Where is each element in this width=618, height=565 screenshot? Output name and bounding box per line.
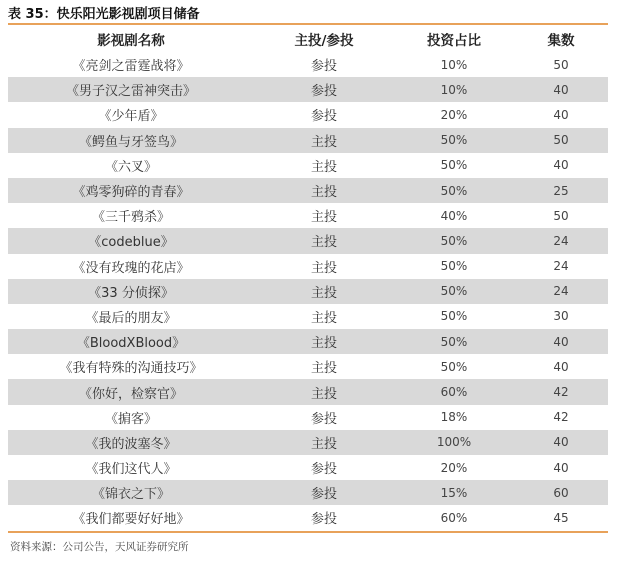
cell-share: 10%	[440, 82, 468, 97]
cell-role: 参投	[310, 512, 337, 528]
cell-share: 50%	[440, 284, 468, 299]
cell-role: 主投	[310, 436, 337, 452]
table-row	[8, 178, 608, 203]
cell-title: 《锦衣之下》	[91, 487, 170, 503]
cell-role: 主投	[310, 185, 337, 201]
cell-role: 主投	[310, 260, 337, 276]
source-note: 资料来源：公司公告，天风证券研究所	[10, 541, 189, 553]
cell-title: 《男子汉之雷神突击》	[65, 84, 196, 100]
table-title: 表 35：快乐阳光影视剧项目储备	[8, 7, 200, 22]
table-row	[8, 128, 608, 153]
cell-title: 《鸡零狗碎的青春》	[72, 185, 190, 201]
cell-share: 50%	[440, 158, 468, 173]
cell-episodes: 40	[553, 107, 569, 122]
header-title: 影视剧名称	[97, 32, 165, 49]
table-row	[8, 52, 608, 77]
cell-role: 主投	[310, 235, 337, 251]
table-row	[8, 405, 608, 430]
table-row	[8, 279, 608, 304]
table-row	[8, 228, 608, 253]
cell-title: 《六叉》	[104, 159, 157, 175]
cell-episodes: 60	[553, 485, 569, 500]
cell-share: 10%	[440, 57, 468, 72]
cell-title: 《我有特殊的沟通技巧》	[59, 361, 203, 377]
table-row	[8, 354, 608, 379]
table-row	[8, 505, 608, 530]
cell-title: 《我们这代人》	[85, 462, 177, 478]
cell-share: 60%	[440, 510, 468, 525]
cell-share: 20%	[440, 107, 468, 122]
cell-share: 50%	[440, 359, 468, 374]
cell-episodes: 40	[553, 359, 569, 374]
cell-share: 50%	[440, 233, 468, 248]
cell-episodes: 24	[553, 259, 569, 274]
table-header-row	[8, 25, 608, 52]
cell-title: 《三千鸦杀》	[91, 210, 170, 226]
table-row	[8, 329, 608, 354]
cell-role: 主投	[310, 210, 337, 226]
cell-episodes: 45	[553, 510, 569, 525]
cell-title: 《没有玫瑰的花店》	[72, 260, 190, 276]
table-body	[8, 52, 608, 531]
cell-title: 《33 分侦探》	[88, 285, 174, 301]
cell-share: 60%	[440, 385, 468, 400]
cell-episodes: 40	[553, 460, 569, 475]
cell-share: 18%	[440, 410, 468, 425]
cell-role: 主投	[310, 310, 337, 326]
cell-title: 《我们都要好好地》	[72, 512, 190, 528]
header-share: 投资占比	[427, 32, 481, 49]
cell-role: 参投	[310, 109, 337, 125]
table-row	[8, 379, 608, 404]
cell-role: 主投	[310, 386, 337, 402]
table-row	[8, 203, 608, 228]
cell-episodes: 40	[553, 158, 569, 173]
cell-role: 参投	[310, 462, 337, 478]
table-row	[8, 480, 608, 505]
table-row	[8, 455, 608, 480]
cell-share: 100%	[436, 435, 472, 450]
cell-episodes: 25	[553, 183, 569, 198]
cell-share: 50%	[440, 309, 468, 324]
cell-share: 50%	[440, 133, 468, 148]
cell-role: 主投	[310, 159, 337, 175]
cell-title: 《codeblue》	[88, 235, 174, 251]
cell-title: 《掮客》	[104, 411, 157, 427]
cell-title: 《鳄鱼与牙签鸟》	[78, 134, 183, 150]
table-row	[8, 254, 608, 279]
cell-share: 20%	[440, 460, 468, 475]
cell-role: 参投	[310, 84, 337, 100]
cell-role: 主投	[310, 336, 337, 352]
bottom-divider	[8, 531, 608, 533]
cell-role: 参投	[310, 487, 337, 503]
cell-role: 参投	[310, 59, 337, 75]
cell-share: 50%	[440, 183, 468, 198]
cell-episodes: 50	[553, 57, 569, 72]
cell-episodes: 30	[553, 309, 569, 324]
cell-episodes: 40	[553, 435, 569, 450]
cell-share: 15%	[440, 485, 468, 500]
cell-title: 《最后的朋友》	[85, 310, 177, 326]
cell-episodes: 42	[553, 410, 569, 425]
cell-share: 40%	[440, 208, 468, 223]
cell-episodes: 40	[553, 82, 569, 97]
cell-role: 主投	[310, 134, 337, 150]
table-row	[8, 304, 608, 329]
cell-share: 50%	[440, 334, 468, 349]
cell-episodes: 40	[553, 334, 569, 349]
cell-episodes: 24	[553, 284, 569, 299]
cell-title: 《少年盾》	[98, 109, 164, 125]
cell-title: 《亮剑之雷霆战将》	[72, 59, 190, 75]
cell-role: 主投	[310, 285, 337, 301]
cell-share: 50%	[440, 259, 468, 274]
table-row	[8, 430, 608, 455]
cell-episodes: 24	[553, 233, 569, 248]
cell-episodes: 42	[553, 385, 569, 400]
cell-episodes: 50	[553, 133, 569, 148]
cell-title: 《BloodXBlood》	[76, 336, 186, 352]
cell-title: 《你好，检察官》	[78, 386, 183, 402]
header-role: 主投/参投	[294, 32, 354, 49]
cell-role: 主投	[310, 361, 337, 377]
table-row	[8, 153, 608, 178]
cell-role: 参投	[310, 411, 337, 427]
table-row	[8, 77, 608, 102]
cell-title: 《我的波塞冬》	[85, 436, 177, 452]
cell-episodes: 50	[553, 208, 569, 223]
header-episodes: 集数	[547, 32, 575, 49]
table-row	[8, 102, 608, 127]
project-table	[8, 25, 608, 531]
